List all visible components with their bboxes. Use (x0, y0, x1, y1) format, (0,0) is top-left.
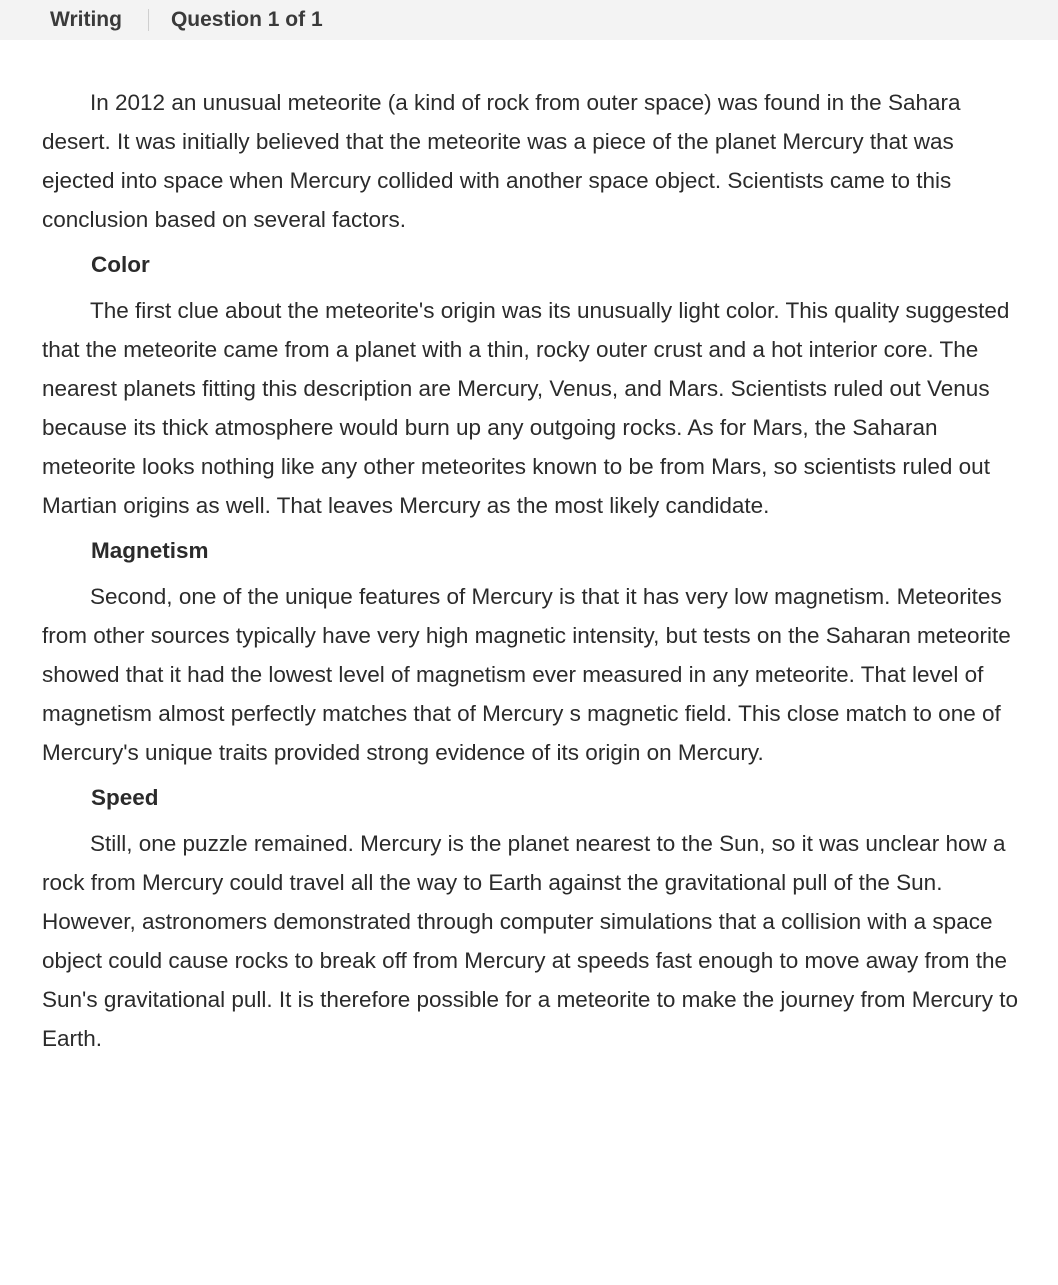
section-heading: Speed (91, 785, 159, 810)
section-label: Writing (50, 8, 122, 31)
section-heading: Color (91, 252, 150, 277)
header-divider (148, 9, 149, 31)
reading-passage (0, 40, 1058, 1058)
section-speed (42, 784, 1020, 1058)
section-magnetism (42, 537, 1020, 772)
section-color (42, 251, 1020, 525)
section-paragraph: Still, one puzzle remained. Mercury is the planet nearest to the Sun, so it was unclear how a rock from Mercury could travel all the way to Earth against the gravitational pull of the Sun. However, astronomers demonstrated through computer simulations that a collision with a space object could cause rocks to break off from Mercury at speeds fast enough to move away from the Sun's gravitational pull. It is therefore possible for a meteorite to make the journey from Mercury to Earth. (42, 831, 1018, 1051)
intro-paragraph: In 2012 an unusual meteorite (a kind of rock from outer space) was found in the Sahara desert. It was initially believed that the meteorite was a piece of the planet Mercury that was ejected into space when Mercury collided with another space object. Scientists came to this conclusion based on several factors. (42, 90, 961, 232)
section-paragraph: The first clue about the meteorite's origin was its unusually light color. This quality suggested that the meteorite came from a planet with a thin, rocky outer crust and a hot interior core. The nearest planets fitting this description are Mercury, Venus, and Mars. Scientists ruled out Venus because its thick atmosphere would burn up any outgoing rocks. As for Mars, the Saharan meteorite looks nothing like any other meteorites known to be from Mars, so scientists ruled out Martian origins as well. That leaves Mercury as the most likely candidate. (42, 298, 1010, 518)
header-bar (0, 0, 1058, 40)
question-counter: Question 1 of 1 (170, 8, 323, 31)
section-heading: Magnetism (91, 538, 209, 563)
section-paragraph: Second, one of the unique features of Mercury is that it has very low magnetism. Meteorites from other sources typically have very high magnetic intensity, but tests on the Saharan meteorite showed that it had the lowest level of magnetism ever measured in any meteorite. That level of magnetism almost perfectly matches that of Mercury s magnetic field. This close match to one of Mercury's unique traits provided strong evidence of its origin on Mercury. (42, 584, 1011, 765)
